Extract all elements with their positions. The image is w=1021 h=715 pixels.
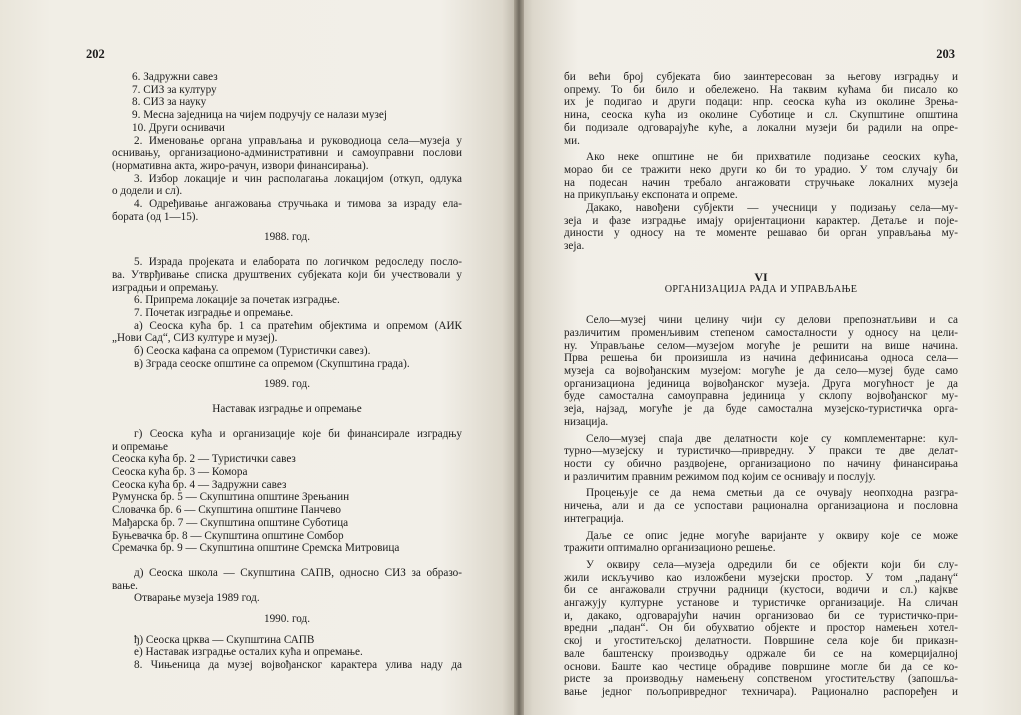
list-item: 8. СИЗ за науку (132, 96, 207, 109)
text-line: нина, сеоска кућа из околине Суботице и сл. Скупштине општина (564, 109, 958, 122)
left-page-body (112, 71, 462, 672)
text-line: основи. Баште као честице обрадиве површине могле би да се ко- (564, 660, 958, 673)
text-line: д) Сеоска школа — Скупштина САПВ, односно СИЗ за образо- (134, 566, 462, 579)
text-line: Ако неке општине не би прихватиле подизање сеоских кућа, (586, 151, 958, 164)
text-line: организациона јединица војвођанског музеја. Друга могућност је да (564, 377, 958, 390)
paragraph-item-4 (112, 198, 462, 223)
text-line: морао би се тражити неко други ко би то урадио. У том случају би (564, 163, 958, 176)
list-item: Буњевачка бр. 8 — Скупштина општине Сомбор (112, 529, 344, 542)
text-line: ности су обично раздвојене, организационо по начину финансирања (564, 457, 958, 470)
text-line: Даље се опис једне могуће варијанте у оквиру које се може (586, 529, 958, 542)
list-item: Сеоска кућа бр. 4 — Задружни савез (112, 478, 287, 491)
text-line: диности у односу на те моменте решавао би орган управљања му- (564, 227, 958, 240)
text-line: Дакако, навођени субјекти — учесници у подизању села—му- (586, 202, 958, 215)
item-7: 7. Почетак изградње и опремање. (134, 306, 294, 319)
list-item: 10. Други оснивачи (132, 121, 225, 134)
text-line: У оквиру села—музеја одредили би се објекти који би слу- (586, 558, 958, 571)
text-line: на прикупљању експоната и опреме. (564, 189, 738, 202)
year-heading-1988: 1988. год. (263, 231, 311, 244)
paragraph (564, 202, 958, 253)
paragraph (564, 151, 958, 202)
text-line: оснивању, организационо-административни и самоуправни послови (112, 147, 462, 160)
left-page-number: 202 (86, 47, 105, 61)
text-line: Село—музеј чини целину чији су делови препознатљиви и са (586, 314, 958, 327)
text-line: Село—музеј спаја две делатности које су комплементарне: кул- (586, 432, 958, 445)
list-item: 6. Задружни савез (132, 71, 218, 83)
paragraph-item-3 (112, 173, 462, 198)
item-8: 8. Чињеница да музеј војвођанског карактера улива наду да (134, 659, 462, 672)
text-line: турно—музејску и туристичко—привредну. У пракси те две делат- (564, 445, 958, 458)
text-line: ској и угоститељској делатности. Површине села које би приказн- (564, 635, 958, 648)
text-line: и различитим правним режимом под којим се оснивају и послују. (564, 470, 876, 483)
text-line: музеја са војвођанским музејом: могуће је да село—музеј буде само (564, 365, 958, 378)
text-line: Прва решења би произишла из начина дефинисања односа села— (564, 352, 958, 365)
item-7b: б) Сеоска кафана са опремом (Туристички савез). (134, 345, 371, 358)
book-gutter (514, 0, 524, 715)
list-item: Сремачка бр. 9 — Скупштина општине Сремска Митровица (112, 542, 400, 555)
text-line: низација. (564, 415, 609, 428)
text-line: би се ангажовали стручни радници (кустоси, водичи и сл.) кајкве (564, 584, 958, 597)
text-line: ми. (564, 134, 580, 147)
year-heading-1989: 1989. год. (263, 378, 311, 391)
paragraph (564, 487, 958, 525)
paragraph (564, 530, 958, 555)
text-line: тражити оптимално организационо решење. (564, 542, 776, 555)
paragraph (564, 71, 958, 147)
text-line: на подесан начин требало ангажовати стручњаке локалних музеја (564, 176, 958, 189)
text-line: их је подигао и други подаци: нпр. сеоска кућа из околине Зрења- (564, 96, 958, 109)
text-line: вање једног пољопривредног техничара). Рационално распоређен и (564, 685, 958, 698)
text-line: г) Сеоска кућа и организације које би финансирале изградњу (134, 427, 462, 440)
list-item: Мађарска бр. 7 — Скупштина општине Суботица (112, 516, 349, 529)
item-d (112, 567, 462, 592)
item-e: е) Наставак изградње осталих кућа и опремање. (134, 646, 363, 659)
text-line: би већи број субјеката био заинтересован за његову изградњу и (564, 71, 958, 83)
text-line: различитим променљивим степеном самосталности у односу на цели- (564, 326, 958, 339)
text-line: ничења, али и да се успостави рационална организациона и пословна (564, 500, 958, 513)
year-heading-1990: 1990. год. (263, 613, 311, 626)
paragraph (564, 314, 958, 428)
list-item: 9. Месна заједница на чијем подручју се налази музеј (132, 109, 387, 122)
continuation-heading: Наставак изградње и опремање (212, 403, 362, 416)
paragraph-item-2 (112, 135, 462, 173)
section-number: VI (754, 269, 768, 284)
text-line: зеја и фазе изградње имају оријентациони карактер. Детаље и поје- (564, 214, 958, 227)
founders-list (112, 71, 462, 135)
text-line: изградњи и опремању. (112, 281, 219, 294)
text-line: жили искључиво као изложбени музејски простор. У том „паданү“ (564, 571, 958, 584)
text-line: зеја, најзад, могуће је да буде самостална музејско-туристичка орга- (564, 403, 958, 416)
text-line: 2. Именовање органа управљања и руководиоца села—музеја у (134, 134, 462, 147)
item-g (112, 428, 462, 453)
text-line: и опремање (112, 440, 168, 453)
paragraph (564, 559, 958, 699)
text-line: бората (од 1—15). (112, 210, 199, 223)
text-line: 3. Избор локације и чин располагања локацијом (откуп, одлука (134, 172, 462, 185)
item-7v: в) Зграда сеоске општине са опремом (Скупштина града). (134, 357, 410, 370)
text-line: интеграција. (564, 512, 624, 525)
text-line: вање. (112, 579, 138, 592)
right-page-number: 203 (936, 47, 955, 61)
list-item: Сеоска кућа бр. 3 — Комора (112, 465, 248, 478)
text-line: ва. Утврђивање списка друштвених субјеката који би учествовали у (112, 268, 462, 281)
text-line: 4. Одређивање ангажовања стручњака и тимова за израду ела- (134, 198, 462, 211)
item-7a (112, 320, 462, 345)
text-line: и, дакако, одговарајући начин организовао би се туристичко-при- (564, 609, 958, 622)
houses-list (112, 453, 462, 555)
list-item: 7. СИЗ за културу (132, 83, 217, 96)
text-line: буде самостална самоуправна јединица у склопу војвођанског му- (564, 390, 958, 403)
section-title: ОРГАНИЗАЦИЈА РАДА И УПРАВЉАЊЕ (664, 283, 858, 295)
text-line: вале баштенску производњу одржале би се на комерцијалној (564, 647, 958, 660)
text-line: (нормативна акта, жиро-рачун, извори финансирања). (112, 159, 369, 172)
text-line: ну. Управљање селом—музејом могуће је решити на више начина. (564, 339, 958, 352)
item-dj: ђ) Сеоска црква — Скупштина САПВ (134, 633, 315, 646)
list-item: Словачка бр. 6 — Скупштина општине Панчево (112, 504, 342, 517)
text-line: 5. Израда пројеката и елабората по логичком редоследу посло- (134, 256, 462, 269)
text-line: „Нови Сад“, СИЗ културе и музеј). (112, 332, 278, 345)
item-6: 6. Припрема локације за почетак изградње. (134, 294, 340, 307)
right-page-body (564, 71, 958, 699)
text-line: Процењује се да нема сметњи да се очувају неопходна разгра- (586, 487, 958, 500)
paragraph-item-5 (112, 256, 462, 294)
text-line: а) Сеоска кућа бр. 1 са пратећим објектима и опремом (АИК (134, 319, 462, 332)
text-line: о додели и сл). (112, 185, 183, 198)
text-line: ристе за производњу намењену сопственом угоститељству (запошља- (564, 673, 958, 686)
paragraph (564, 433, 958, 484)
text-line: вредни „падан“. Он би обухватио објекте и простор намењен хотел- (564, 622, 958, 635)
text-line: опрему. То би било и обележено. На таквим кућама би писало ко (564, 83, 958, 96)
list-item: Румунска бр. 5 — Скупштина општине Зрењанин (112, 491, 350, 504)
text-line: зеја. (564, 240, 585, 253)
list-item: Сеоска кућа бр. 2 — Туристички савез (112, 453, 296, 466)
text-line: би подизале одговарајуће куће, а локални музеји би радили на опре- (564, 121, 958, 134)
text-line: ангажују културне установе и туристичке организације. На сличан (564, 597, 958, 610)
museum-opening: Отварање музеја 1989 год. (134, 592, 260, 605)
